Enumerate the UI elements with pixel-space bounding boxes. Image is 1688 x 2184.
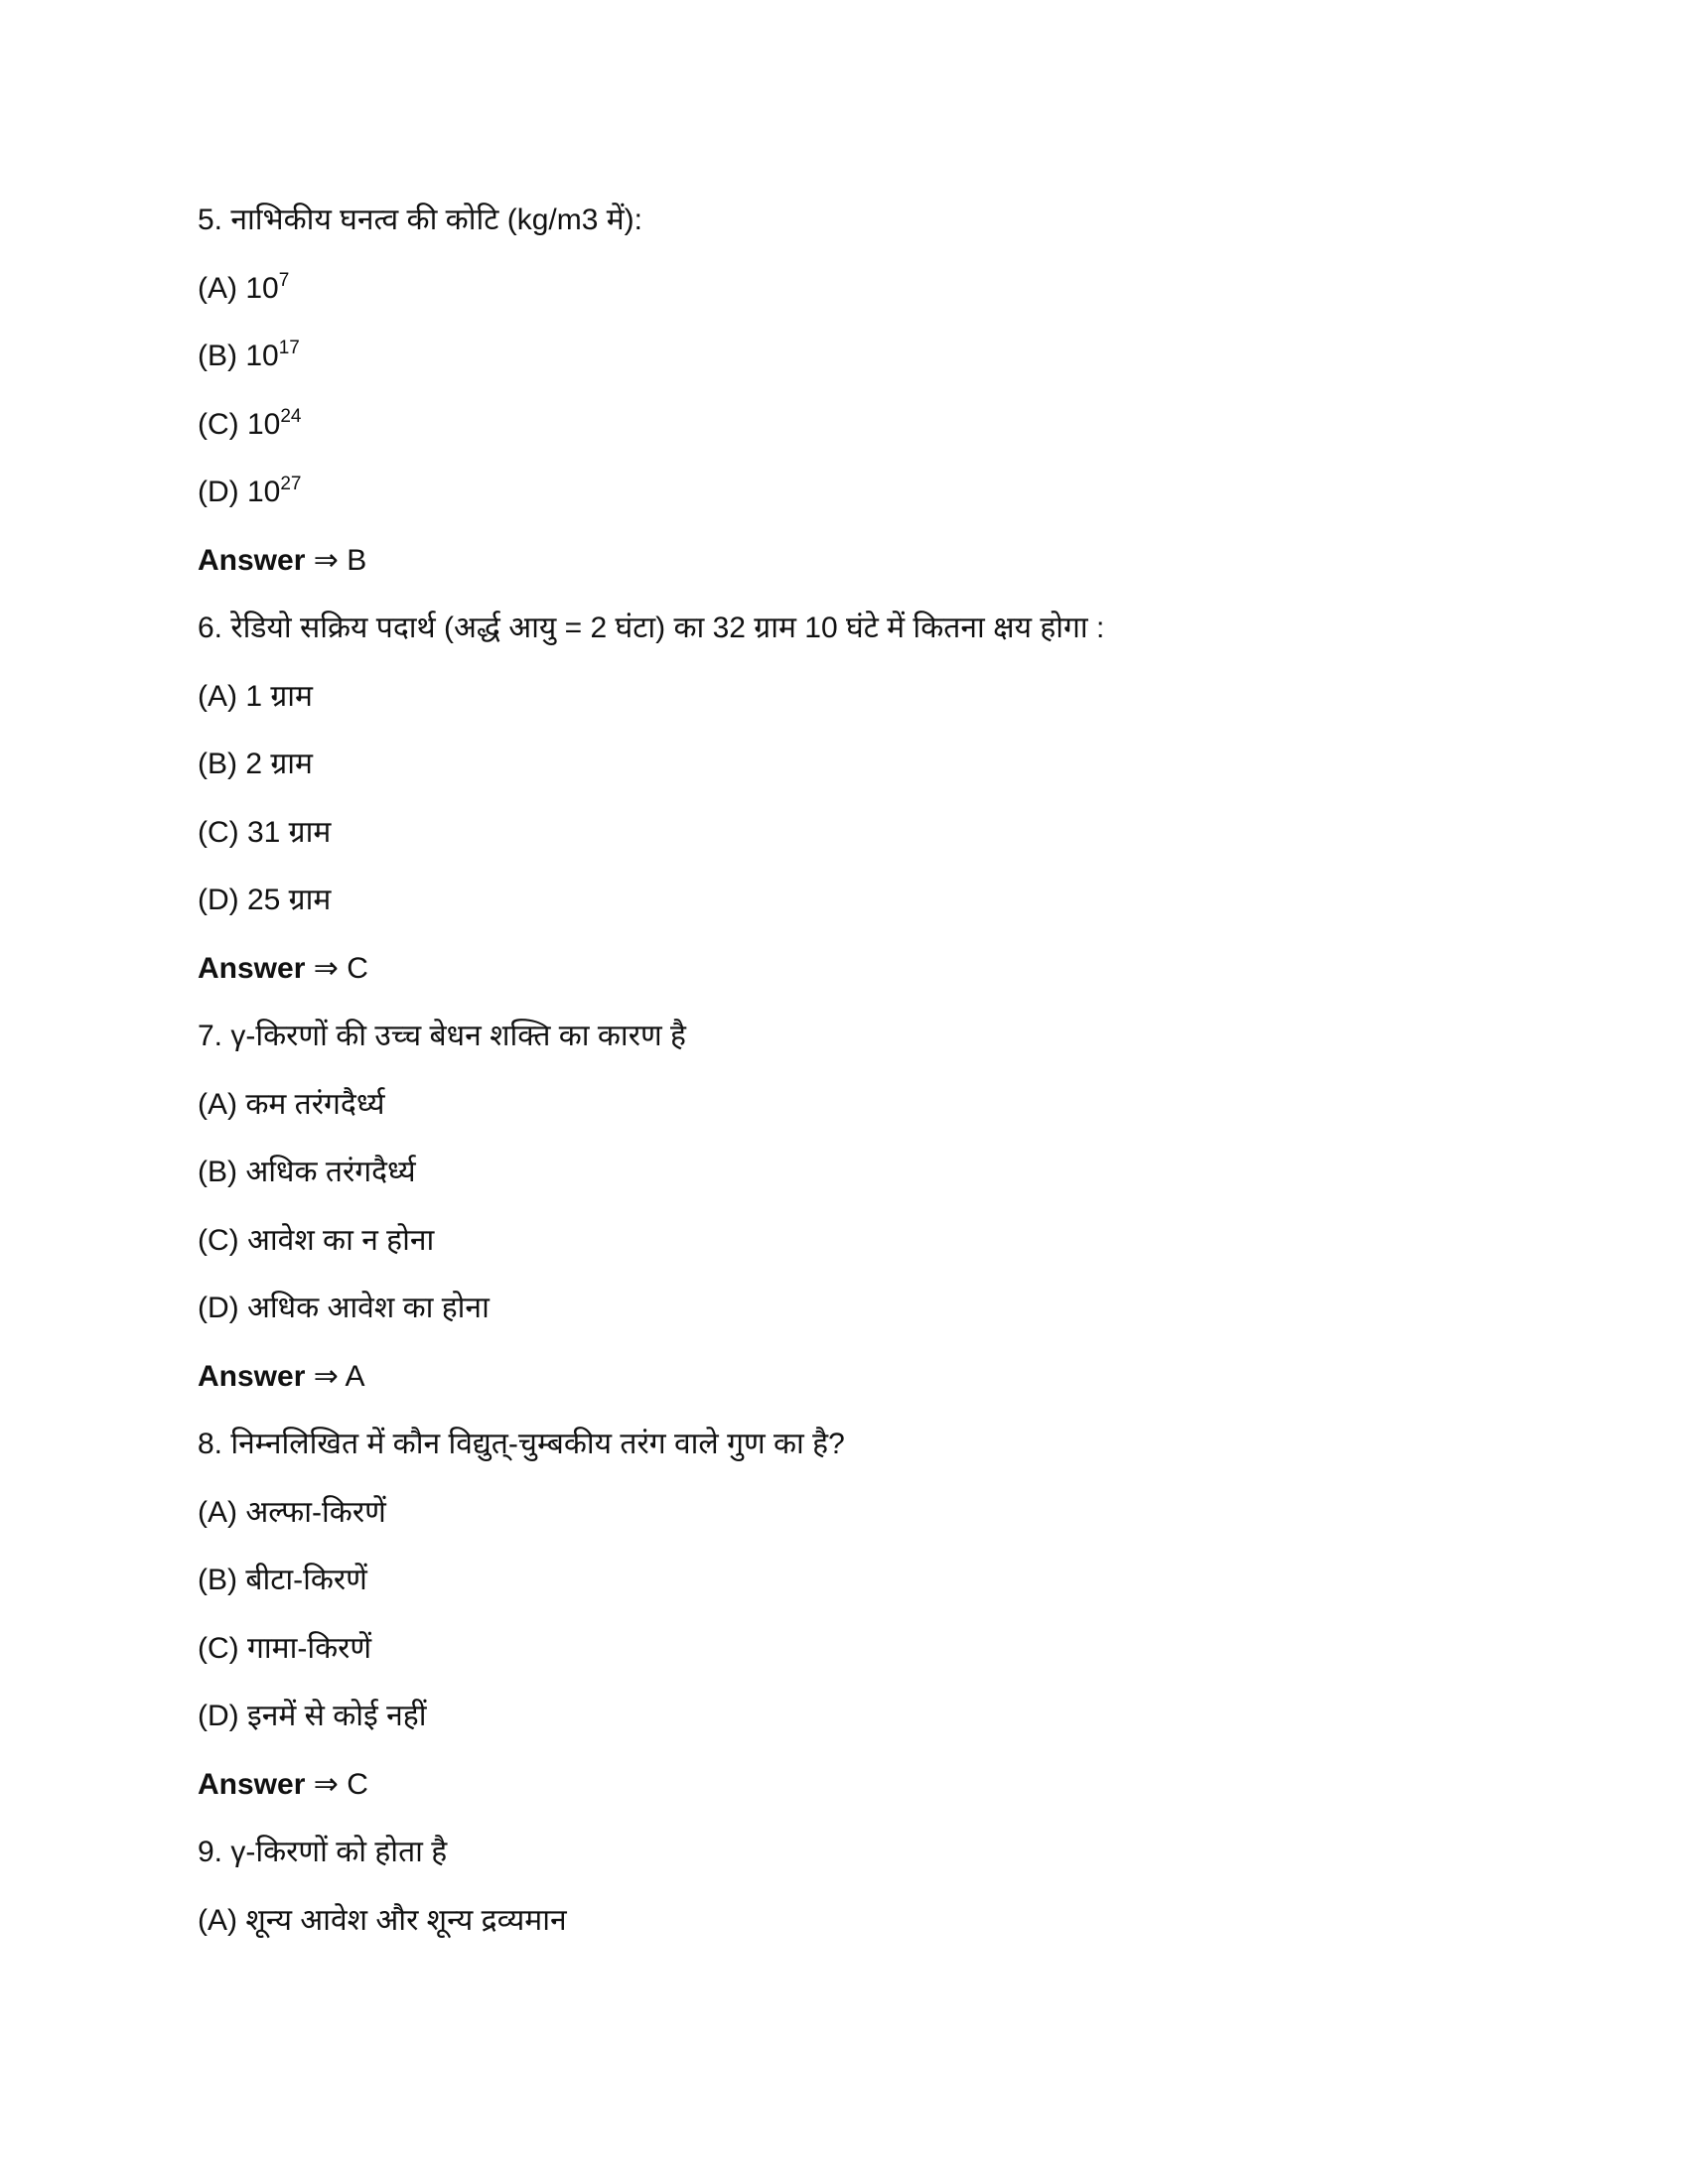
option-item [198,1139,1104,1207]
option-label: (B) 2 ग्राम [198,748,313,780]
option-item [198,1479,1104,1548]
option-label: (A) कम तरंगदैर्ध्य [198,1087,385,1121]
option-label: (C) 10 [198,407,281,441]
option-item [198,255,1104,324]
answer-line [198,1751,1104,1820]
option-exponent: 27 [280,474,302,494]
option-item [198,323,1104,391]
question-text: 8. निम्नलिखित में कौन विद्युत्-चुम्बकीय तरंग वाले गुण का है? [198,1428,845,1460]
option-exponent: 7 [278,269,290,291]
option-item [198,1071,1104,1140]
question-text: 9. γ-किरणों को होता है [198,1836,448,1868]
option-label: (D) 10 [198,476,281,508]
option-item [198,663,1104,732]
answer-label: Answer [198,1767,306,1801]
option-exponent: 24 [280,405,302,427]
document-body [198,187,1104,1955]
option-label: (D) अधिक आवेश का होना [198,1292,490,1324]
option-label: (D) 25 ग्राम [198,884,332,916]
option-item [198,391,1104,460]
option-label: (C) गामा-किरणें [198,1631,372,1665]
option-label: (D) इनमें से कोई नहीं [198,1700,427,1732]
option-item [198,731,1104,799]
option-label: (A) शून्य आवेश और शून्य द्रव्यमान [198,1903,567,1937]
option-label: (A) 1 ग्राम [198,679,313,713]
option-item [198,459,1104,527]
answer-line [198,527,1104,596]
option-item [198,1547,1104,1615]
option-item [198,867,1104,935]
question-text: 7. γ-किरणों की उच्च बेधन शक्ति का कारण है [198,1020,686,1052]
answer-value: ⇒ C [313,951,368,985]
answer-value: ⇒ C [313,1767,368,1801]
option-label: (C) 31 ग्राम [198,815,332,849]
option-label: (B) बीटा-किरणें [198,1564,367,1596]
answer-label: Answer [198,543,306,577]
answer-value: ⇒ B [313,543,367,577]
option-item [198,1887,1104,1956]
option-label: (B) 10 [198,340,279,372]
option-item [198,1615,1104,1684]
question-text: 6. रेडियो सक्रिय पदार्थ (अर्द्ध आयु = 2 घंटा) का 32 ग्राम 10 घंटे में कितना क्षय होगा : [198,612,1105,644]
option-label: (C) आवेश का न होना [198,1223,435,1257]
answer-line [198,935,1104,1004]
option-item [198,1683,1104,1751]
option-exponent: 17 [278,338,300,358]
answer-value: ⇒ A [313,1359,365,1393]
answer-label: Answer [198,1359,306,1393]
answer-line [198,1343,1104,1412]
answer-label: Answer [198,951,306,985]
question-text: 5. नाभिकीय घनत्व की कोटि (kg/m3 में): [198,204,642,236]
option-item [198,1275,1104,1343]
option-label: (A) 10 [198,271,279,305]
option-item [198,1207,1104,1276]
option-label: (B) अधिक तरंगदैर्ध्य [198,1156,416,1188]
option-item [198,799,1104,868]
option-label: (A) अल्फा-किरणें [198,1495,386,1529]
